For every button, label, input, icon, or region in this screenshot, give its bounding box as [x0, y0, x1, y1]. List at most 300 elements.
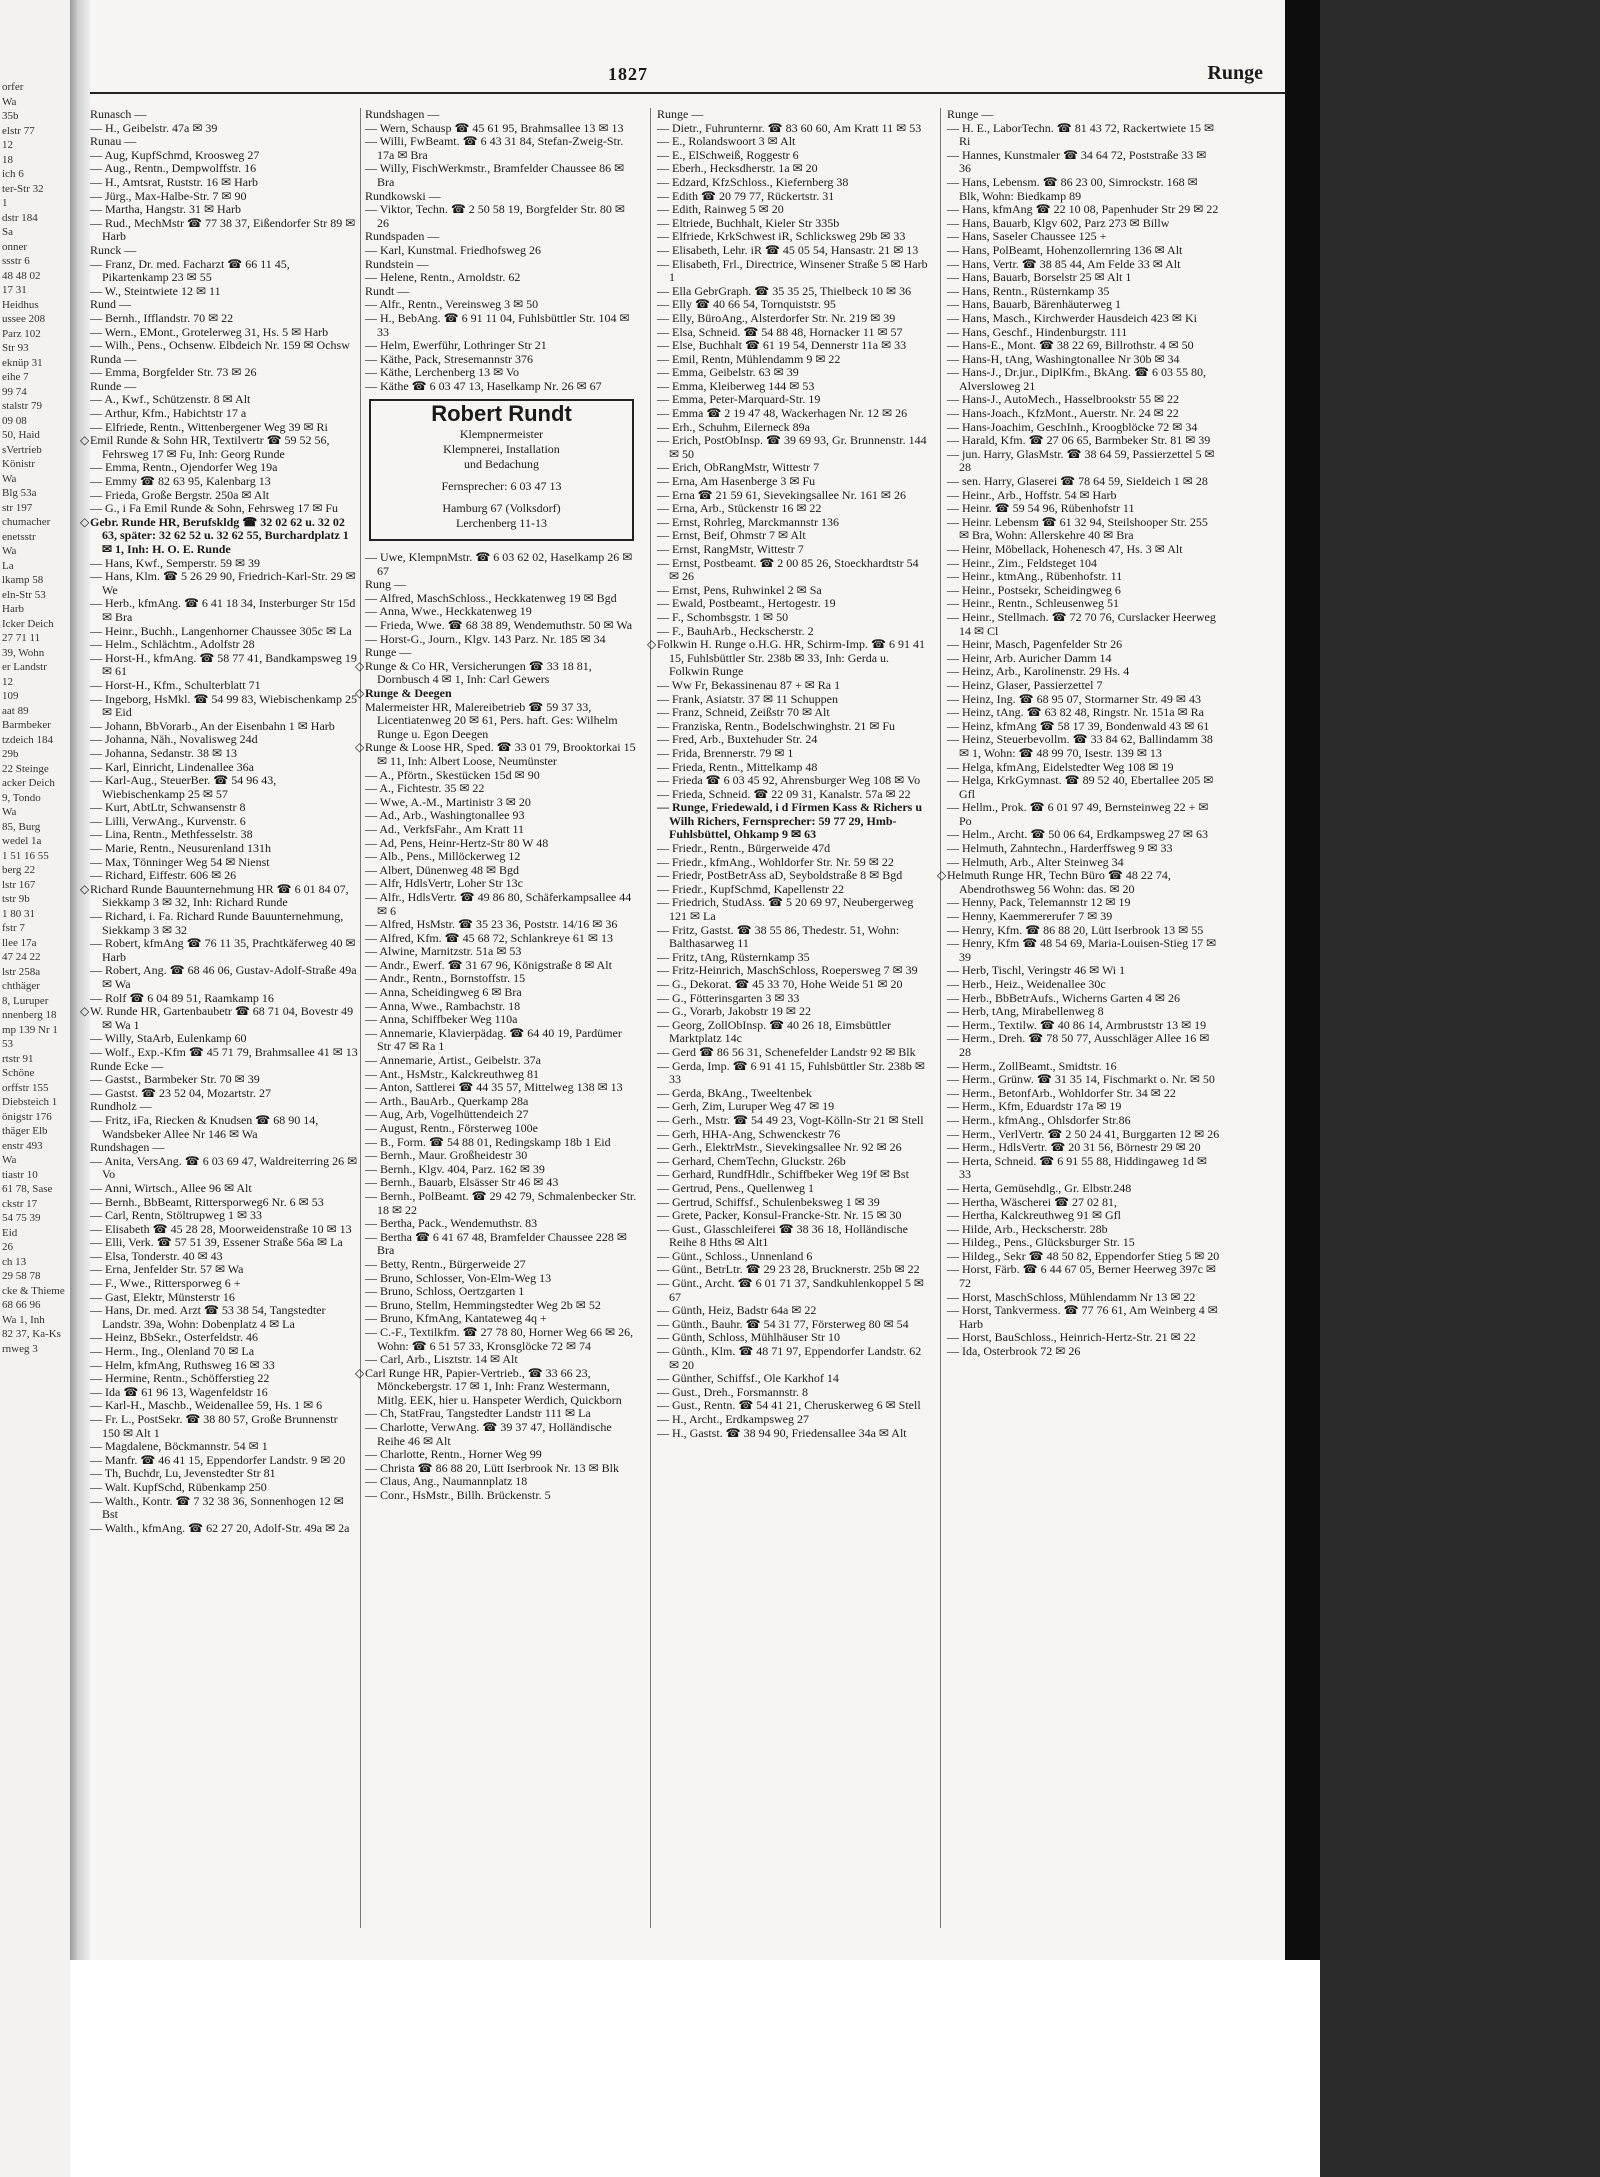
- directory-entry: [947, 1114, 1220, 1128]
- directory-entry: [947, 1223, 1220, 1237]
- directory-entry: [657, 992, 930, 1006]
- entry-text: — Heinz, Glaser, Passierzettel 7: [947, 677, 1103, 692]
- entry-text: — Walt. KupfSchd, Rübenkamp 250: [90, 1479, 267, 1494]
- ad-phone: Fernsprecher: 6 03 47 13: [441, 479, 562, 494]
- entry-text: — Bernh., Klgv. 404, Parz. 162 ✉ 39: [365, 1161, 545, 1176]
- entry-text: — Uwe, KlempnMstr. ☎ 6 03 62 02, Haselkamp 26 ✉ 67: [365, 550, 633, 578]
- entry-text: — Andr., Rentn., Bornstoffstr. 15: [365, 971, 526, 986]
- entry-text: — Hans-E., Mont. ☎ 38 22 69, Billrothstr. 4 ✉ 50: [947, 338, 1194, 353]
- directory-entry: [947, 1209, 1220, 1223]
- directory-entry: [90, 815, 358, 829]
- directory-entry: [365, 271, 638, 285]
- entry-text: — Elsa, Tonderstr. 40 ✉ 43: [90, 1248, 223, 1263]
- directory-entry: [947, 353, 1220, 367]
- entry-text: — Edith, Rainweg 5 ✉ 20: [657, 202, 784, 217]
- entry-text: Runge & Deegen: [365, 686, 452, 700]
- entry-text: — Bernh., PolBeamt. ☎ 29 42 79, Schmalenbecker Str. 18 ✉ 22: [365, 1188, 637, 1217]
- previous-page-line: dstr 184: [2, 211, 38, 224]
- directory-entry: [355, 740, 638, 768]
- entry-text: — Emma, Kleiberweg 144 ✉ 53: [657, 378, 815, 393]
- previous-page-line: thäger Elb: [2, 1125, 48, 1137]
- previous-page-line: 85, Burg: [2, 820, 41, 833]
- previous-page-line: stalstr 79: [2, 400, 43, 412]
- directory-entry: [90, 1182, 358, 1196]
- entry-text: — Heinz, kfmAng ☎ 58 17 39, Bondenwald 43 ✉ 61: [947, 718, 1210, 733]
- entry-text: — Ch, StatFrau, Tangstedter Landstr 111 ✉ La: [365, 1406, 591, 1421]
- entry-text: — Bernh., Bauarb, Elsässer Str 46 ✉ 43: [365, 1175, 559, 1190]
- directory-entry: [365, 986, 638, 1000]
- entry-text: — Fr. L., PostSekr. ☎ 38 80 57, Große Brunnenstr 150 ✉ Alt 1: [90, 1412, 338, 1440]
- entry-text: — Gerda, Imp. ☎ 6 91 41 15, Fuhlsbüttler Str. 238b ✉ 33: [657, 1058, 925, 1087]
- entry-text: — Bertha, Pack., Wendemuthstr. 83: [365, 1216, 538, 1231]
- directory-entry: [947, 1182, 1220, 1196]
- directory-entry: [947, 258, 1220, 272]
- directory-entry: [365, 122, 638, 136]
- entry-text: — Charlotte, Rentn., Horner Weg 99: [365, 1447, 542, 1462]
- entry-text: — G., Dekorat. ☎ 45 33 70, Hohe Weide 51 ✉ 20: [657, 977, 903, 991]
- directory-entry: [90, 380, 358, 394]
- entry-text: — Helm., Archt. ☎ 50 06 64, Erdkampsweg 27 ✉ 63: [947, 827, 1208, 842]
- entry-text: — Käthe ☎ 6 03 47 13, Haselkamp Nr. 26 ✉ 67: [365, 378, 602, 393]
- entry-text: — Franz, Schneid, Zeißstr 70 ✉ Alt: [657, 705, 830, 720]
- directory-entry: [657, 720, 930, 734]
- entry-text: — Hans, Saseler Chaussee 125 +: [947, 229, 1107, 244]
- directory-entry: [657, 1399, 930, 1413]
- directory-entry: [90, 108, 358, 122]
- directory-entry: [365, 837, 638, 851]
- entry-text: — Robert, Ang. ☎ 68 46 06, Gustav-Adolf-Straße 49a ✉ Wa: [90, 963, 357, 991]
- entry-text: — Albert, Dünenweg 48 ✉ Bgd: [365, 862, 520, 877]
- previous-page-line: ter-Str 32: [2, 182, 44, 195]
- directory-entry: [657, 475, 930, 489]
- entry-text: — Bruno, Stellm, Hemmingstedter Weg 2b ✉ 52: [365, 1297, 601, 1312]
- previous-page-line: eln-Str 53: [2, 588, 46, 601]
- directory-entry: [90, 1087, 358, 1101]
- directory-entry: [365, 701, 638, 742]
- directory-entry: [947, 502, 1220, 516]
- directory-entry: [365, 258, 638, 272]
- previous-page-line: 12: [2, 139, 13, 151]
- previous-page-line: mp 139 Nr 1: [2, 1023, 58, 1036]
- directory-entry: [947, 1032, 1220, 1059]
- entry-text: — W., Steintwiete 12 ✉ 11: [90, 283, 221, 298]
- directory-entry: [90, 1046, 358, 1060]
- directory-entry: [90, 1386, 358, 1400]
- registered-firm-marker: ◇: [355, 658, 365, 673]
- entry-text: — Karl, Kunstmal. Friedhofsweg 26: [365, 242, 541, 257]
- directory-entry: [90, 1141, 358, 1155]
- directory-entry: [365, 1489, 638, 1503]
- directory-entry: [365, 135, 638, 162]
- directory-entry: [657, 516, 930, 530]
- entry-text: — Helene, Rentn., Arnoldstr. 62: [365, 270, 521, 285]
- entry-text: Runge —: [657, 107, 704, 121]
- entry-text: — Frida, Brennerstr. 79 ✉ 1: [657, 745, 794, 760]
- previous-page-line: Parz 102: [2, 327, 41, 340]
- previous-page-line: Str 93: [2, 342, 29, 354]
- entry-text: — H. E., LaborTechn. ☎ 81 43 72, Rackertwiete 15 ✉ Ri: [947, 120, 1215, 149]
- entry-text: — Henry, Kfm. ☎ 86 88 20, Lütt Iserbrook 13 ✉ 55: [947, 922, 1204, 937]
- directory-entry: [90, 1155, 358, 1182]
- entry-text: — Heinz, Steuerbevollm. ☎ 33 84 62, Ballindamm 38 ✉ 1, Wohn: ☎ 48 99 70, Isestr. 139 ✉ 13: [947, 732, 1213, 760]
- book-gutter: [70, 0, 90, 2177]
- directory-entry: [947, 1141, 1220, 1155]
- directory-entry: [90, 217, 358, 244]
- directory-entry: [90, 1114, 358, 1141]
- directory-entry: [947, 1250, 1220, 1264]
- directory-entry: [365, 366, 638, 380]
- directory-entry: [657, 122, 930, 136]
- previous-page-line: 12: [2, 675, 13, 688]
- previous-page-line: berg 22: [2, 864, 36, 876]
- previous-page-line: rtstr 91: [2, 1052, 34, 1065]
- directory-entry: [365, 1258, 638, 1272]
- entry-text: — Ernst, Beif, Ohmstr 7 ✉ Alt: [657, 528, 806, 543]
- column-divider: [650, 108, 651, 1928]
- entry-text: — Jürg., Max-Halbe-Str. 7 ✉ 90: [90, 188, 247, 203]
- entry-text: — Christa ☎ 86 88 20, Lütt Iserbrook Nr. 13 ✉ Blk: [365, 1460, 619, 1475]
- entry-text: — G., Vorarb, Jakobstr 19 ✉ 22: [657, 1004, 811, 1019]
- entry-text: Runda —: [90, 351, 137, 366]
- column-1: [80, 107, 358, 1948]
- entry-text: Helmuth Runge HR, Techn Büro ☎ 48 22 74, Abendrothsweg 56 Wohn: das. ✉ 20: [947, 868, 1171, 896]
- entry-text: — Erna, Arb., Stückenstr 16 ✉ 22: [657, 501, 822, 516]
- directory-entry: [365, 972, 638, 986]
- entry-text: — Herm., Ing., Olenland 70 ✉ La: [90, 1344, 255, 1359]
- entry-text: — Herta, Gemüsehdlg., Gr. Elbstr.248: [947, 1180, 1132, 1195]
- directory-entry: [90, 407, 358, 421]
- entry-text: Runck —: [90, 242, 137, 257]
- entry-text: — Heinr., Buchh., Langenhorner Chaussee 305c ✉ La: [90, 623, 352, 638]
- previous-page-line: onner: [2, 240, 28, 253]
- directory-entry: [647, 637, 930, 679]
- entry-text: — Gerh., ElektrMstr., Sievekingsallee Nr. 92 ✉ 26: [657, 1140, 902, 1155]
- directory-entry: [657, 285, 930, 299]
- directory-entry: [657, 1141, 930, 1155]
- directory-entry: [90, 475, 358, 489]
- entry-text: — Alwine, Marnitzstr. 51a ✉ 53: [365, 944, 522, 959]
- previous-page-line: tzdeich 184: [2, 733, 54, 746]
- entry-text: — Wern, Schausp ☎ 45 61 95, Brahmsallee 13 ✉ 13: [365, 120, 624, 135]
- column-4: [937, 107, 1220, 1948]
- entry-text: — Wern., EMont., Grotelerweg 31, Hs. 5 ✉ Harb: [90, 324, 329, 339]
- directory-entry: [90, 149, 358, 163]
- entry-text: — Gertrud, Pens., Quellenweg 1: [657, 1180, 814, 1195]
- directory-entry: [90, 353, 358, 367]
- entry-text: — Hilde, Arb., Heckscherstr. 28b: [947, 1221, 1108, 1236]
- directory-entry: [657, 1413, 930, 1427]
- entry-text: — Johann, BbVorarb., An der Eisenbahn 1 ✉ Harb: [90, 718, 335, 733]
- entry-text: — Charlotte, VerwAng. ☎ 39 37 47, Holländische Reihe 46 ✉ Alt: [365, 1420, 612, 1448]
- directory-entry: [90, 489, 358, 503]
- entry-text: — Heinr., Zim., Feldsteget 104: [947, 555, 1097, 570]
- entry-text: — Frieda, Große Bergstr. 250a ✉ Alt: [90, 487, 270, 502]
- directory-entry: [365, 850, 638, 864]
- directory-entry: [657, 1168, 930, 1182]
- previous-page-line: eknüp 31: [2, 356, 43, 369]
- previous-page-text: [0, 0, 70, 1356]
- previous-page-line: Blg 53a: [2, 487, 37, 499]
- entry-text: Runge & Co HR, Versicherungen ☎ 33 18 81, Dornbusch 4 ✉ 1, Inh: Carl Gewers: [365, 658, 592, 687]
- directory-entry: [365, 918, 638, 932]
- entry-text: — Erna, Am Hasenberge 3 ✉ Fu: [657, 474, 816, 489]
- entry-text: — Helm, Ewerführ, Lothringer Str 21: [365, 338, 547, 353]
- entry-text: — sen. Harry, Glaserei ☎ 78 64 59, Sieldeich 1 ✉ 28: [947, 474, 1208, 489]
- directory-entry: [365, 190, 638, 204]
- directory-entry: [657, 869, 930, 883]
- directory-entry: [90, 1209, 358, 1223]
- directory-entry: [657, 1277, 930, 1304]
- directory-entry: [657, 842, 930, 856]
- entry-text: — Hans, Klm. ☎ 5 26 29 90, Friedrich-Karl-Str. 29 ✉ We: [90, 569, 356, 597]
- directory-entry: [365, 877, 638, 891]
- entry-text: — Günth, Schloss, Mühlhäuser Str 10: [657, 1330, 840, 1345]
- listing-columns: [80, 107, 1275, 1948]
- previous-page-line: tiastr 10: [2, 1168, 38, 1181]
- directory-entry: [365, 864, 638, 878]
- directory-entry: [657, 1386, 930, 1400]
- entry-text: — Max, Tönninger Weg 54 ✉ Nienst: [90, 854, 270, 869]
- registered-firm-marker: ◇: [80, 881, 90, 896]
- entry-text: — Edith ☎ 20 79 77, Rückertstr. 31: [657, 188, 835, 203]
- directory-entry: [657, 693, 930, 707]
- entry-text: — Elfriede, Rentn., Wittenbergener Weg 39 ✉ Ri: [90, 419, 328, 434]
- directory-entry: [90, 937, 358, 964]
- directory-entry: [365, 1285, 638, 1299]
- directory-entry: [947, 774, 1220, 801]
- entry-text: Malermeister HR, Malereibetrieb ☎ 59 37 33, Licentiatenweg 20 ✉ 61, Pers. haft. Ges: Wilhelm Runge u. Egon Deegen: [365, 699, 618, 741]
- entry-text: — Emma ☎ 2 19 47 48, Wackerhagen Nr. 12 ✉ 26: [657, 406, 908, 421]
- entry-text: — Heinr. ☎ 59 54 96, Rübenhofstr 11: [947, 501, 1135, 516]
- entry-text: — Günther, Schiffsf., Ole Karkhof 14: [657, 1371, 839, 1386]
- entry-text: — Wilh., Pens., Ochsenw. Elbdeich Nr. 159 ✉ Ochsw: [90, 338, 350, 353]
- entry-text: — F., BauhArb., Heckscherstr. 2: [657, 623, 814, 638]
- previous-page-line: enstr 493: [2, 1139, 43, 1152]
- entry-text: — Hans, Vertr. ☎ 38 85 44, Am Felde 33 ✉ Alt: [947, 256, 1181, 271]
- directory-entry: [947, 1196, 1220, 1210]
- directory-entry: [947, 434, 1220, 448]
- directory-entry: [657, 1087, 930, 1101]
- entry-text: — H., Geibelstr. 47a ✉ 39: [90, 120, 218, 135]
- directory-entry: [365, 1272, 638, 1286]
- entry-text: — Herm., Textilw. ☎ 40 86 14, Armbruststr 13 ✉ 19: [947, 1017, 1207, 1032]
- previous-page-line: Icker Deich: [2, 617, 54, 630]
- entry-text: Rung —: [365, 577, 407, 592]
- directory-entry: [365, 1326, 638, 1353]
- previous-page-line: acker Deich: [2, 777, 55, 789]
- directory-entry: [90, 1345, 358, 1359]
- directory-entry: [657, 326, 930, 340]
- directory-entry: [937, 868, 1220, 896]
- ad-trade: Klempnermeister: [459, 427, 544, 442]
- directory-entry: [947, 176, 1220, 203]
- directory-entry: [947, 244, 1220, 258]
- directory-entry: [947, 679, 1220, 693]
- previous-page-line: 8, Luruper: [2, 994, 49, 1007]
- entry-text: — Friedr., kfmAng., Wohldorfer Str. Nr. 59 ✉ 22: [657, 854, 894, 869]
- directory-entry: [947, 856, 1220, 870]
- entry-text: — H., Gastst. ☎ 38 94 90, Friedensallee 34a ✉ Alt: [657, 1425, 907, 1440]
- entry-text: — Herb., BbBetrAufs., Wicherns Garten 4 ✉ 26: [947, 990, 1180, 1005]
- previous-page-line: Eid: [2, 1226, 18, 1239]
- previous-page-line: Heidhus: [2, 298, 39, 311]
- directory-entry: [947, 271, 1220, 285]
- previous-page-line: 1 80 31: [2, 907, 35, 920]
- directory-entry: [90, 1372, 358, 1386]
- entry-text: — Bruno, Schlosser, Von-Elm-Weg 13: [365, 1270, 552, 1285]
- entry-text: — Georg, ZollObInsp. ☎ 40 26 18, Eimsbüttler Marktplatz 14c: [657, 1017, 892, 1046]
- entry-text: — Hans, Rentn., Rüsternkamp 35: [947, 283, 1110, 298]
- entry-text: — Willy, StaArb, Eulenkamp 60: [90, 1031, 247, 1046]
- entry-text: — Elisabeth, Lehr. iR ☎ 45 05 54, Hansastr. 21 ✉ 13: [657, 242, 919, 257]
- directory-entry: [365, 285, 638, 299]
- entry-text: — Horst-H., Kfm., Schulterblatt 71: [90, 677, 261, 692]
- entry-text: — Hans-Joachim, GeschInh., Kroogblöcke 72 ✉ 34: [947, 419, 1198, 434]
- entry-text: — Edzard, KfzSchloss., Kiefernberg 38: [657, 174, 849, 189]
- directory-entry: [657, 312, 930, 326]
- directory-entry: [947, 448, 1220, 475]
- entry-text: — Günt., Archt. ☎ 6 01 71 37, Sandkuhlenkoppel 5 ✉ 67: [657, 1276, 924, 1304]
- entry-text: — Herm., VerlVertr. ☎ 2 50 24 41, Burggarten 12 ✉ 26: [947, 1126, 1220, 1141]
- entry-text: — Günt., BetrLtr. ☎ 29 23 28, Brucknerstr. 25b ✉ 22: [657, 1262, 920, 1277]
- entry-text: — Dietr., Fuhrunternr. ☎ 83 60 60, Am Kratt 11 ✉ 53: [657, 120, 922, 135]
- entry-text: — Henny, Kaemmererufer 7 ✉ 39: [947, 909, 1113, 924]
- previous-page-line: Wa: [2, 545, 17, 557]
- directory-entry: [657, 1427, 930, 1441]
- directory-entry: [657, 1263, 930, 1277]
- entry-text: — Gust., Dreh., Forsmannstr. 8: [657, 1384, 808, 1399]
- directory-entry: [657, 135, 930, 149]
- directory-entry: [365, 230, 638, 244]
- directory-entry: [947, 706, 1220, 720]
- directory-entry: [365, 1176, 638, 1190]
- directory-entry: [365, 1231, 638, 1258]
- directory-entry: [947, 1128, 1220, 1142]
- directory-entry: [657, 407, 930, 421]
- previous-page-line: 27 71 11: [2, 632, 41, 644]
- entry-text: — Bruno, KfmAng, Kantateweg 4q +: [365, 1311, 547, 1326]
- directory-entry: [365, 1000, 638, 1014]
- directory-entry: [657, 1019, 930, 1046]
- entry-text: — Herta, Schneid. ☎ 6 91 55 88, Hiddingaweg 1d ✉ 33: [947, 1153, 1207, 1182]
- directory-entry: [657, 801, 930, 842]
- entry-text: — Gertrud, Schiffsf., Schulenbeksweg 1 ✉ 39: [657, 1194, 880, 1209]
- directory-entry: [947, 1155, 1220, 1182]
- directory-entry: [90, 557, 358, 571]
- entry-text: — Else, Buchhalt ☎ 61 19 54, Dennerstr 11a ✉ 33: [657, 338, 907, 353]
- previous-page-line: Wa 1, Inh: [2, 1313, 45, 1326]
- directory-entry: [657, 896, 930, 923]
- directory-entry: [657, 380, 930, 394]
- directory-entry: [947, 638, 1220, 652]
- previous-page-line: 9, Tondo: [2, 791, 41, 804]
- directory-entry: [657, 557, 930, 584]
- entry-text: — Hans, Bauarb, Klgv 602, Parz 273 ✉ Billw: [947, 215, 1170, 230]
- entry-text: Rundkowski —: [365, 188, 441, 203]
- entry-text: — Kurt, AbtLtr, Schwansenstr 8: [90, 800, 246, 815]
- directory-entry: [365, 823, 638, 837]
- entry-text: — Helga, KrkGymnast. ☎ 89 52 40, Ebertallee 205 ✉ Gfl: [947, 773, 1214, 801]
- entry-text: — Hans-Joach., KfzMont., Auerstr. Nr. 24 ✉ 22: [947, 406, 1179, 421]
- entry-text: — Fritz, Gastst. ☎ 38 55 86, Thedestr. 51, Wohn: Balthasarweg 11: [657, 922, 900, 951]
- entry-text: — Gust., Glasschleiferei ☎ 38 36 18, Holländische Reihe 8 Hths ✉ Alt1: [657, 1221, 908, 1250]
- entry-text: — Ant., HsMstr., Kalckreuthweg 81: [365, 1066, 539, 1081]
- directory-entry: [90, 828, 358, 842]
- entry-text: — H., Amtsrat, Ruststr. 16 ✉ Harb: [90, 174, 259, 189]
- directory-entry: [355, 686, 638, 701]
- entry-text: — Ww Fr, Bekassinenau 87 + ✉ Ra 1: [657, 677, 841, 692]
- directory-entry: [365, 203, 638, 230]
- entry-text: — Bruno, Schloss, Oertzgarten 1: [365, 1284, 525, 1299]
- entry-text: — Friedrich, StudAss. ☎ 5 20 69 97, Neubergerweg 121 ✉ La: [657, 895, 914, 924]
- directory-entry: [365, 1027, 638, 1054]
- entry-text: — Ella GebrGraph. ☎ 35 35 25, Thielbeck 10 ✉ 36: [657, 283, 912, 298]
- entry-text: — Johanna, Sedanstr. 38 ✉ 13: [90, 745, 238, 760]
- entry-text: — Horst, MaschSchloss, Mühlendamm Nr 13 ✉ 22: [947, 1289, 1196, 1304]
- entry-text: — Gast, Elektr, Münsterstr 16: [90, 1289, 235, 1304]
- entry-text: — E., ElSchweiß, Roggestr 6: [657, 147, 799, 162]
- entry-text: Runge —: [365, 645, 412, 660]
- previous-page-line: er Landstr: [2, 661, 47, 673]
- entry-text: — Gerhard, ChemTechn, Gluckstr. 26b: [657, 1153, 846, 1168]
- directory-entry: [365, 1013, 638, 1027]
- directory-entry: [947, 801, 1220, 828]
- entry-text: — Magdalene, Böckmannstr. 54 ✉ 1: [90, 1439, 268, 1454]
- entry-text: — Horst, BauSchloss., Heinrich-Hertz-Str. 21 ✉ 22: [947, 1330, 1196, 1345]
- previous-page-line: Schöne: [2, 1067, 35, 1079]
- previous-page-line: chthäger: [2, 980, 40, 992]
- entry-text: Gebr. Runde HR, Berufskldg ☎ 32 02 62 u. 32 02 63, später: 32 62 52 u. 32 62 55, Burchardplatz 1 ✉ 1, Inh: H. O. E. Runde: [90, 514, 349, 556]
- entry-text: — Wolf., Exp.-Kfm ☎ 45 71 79, Brahmsallee 41 ✉ 13: [90, 1044, 358, 1059]
- entry-text: — Walth., kfmAng. ☎ 62 27 20, Adolf-Str. 49a ✉ 2a: [90, 1520, 350, 1535]
- directory-entry: [657, 1060, 930, 1087]
- directory-entry: [947, 570, 1220, 584]
- entry-text: — Gerhard, RundfHdlr., Schiffbeker Weg 19f ✉ Bst: [657, 1167, 909, 1182]
- entry-text: — Gerd ☎ 86 56 31, Schenefelder Landstr 92 ✉ Blk: [657, 1044, 916, 1059]
- directory-entry: [365, 891, 638, 918]
- entry-text: — Elfriede, KrkSchwest iR, Schlicksweg 29b ✉ 33: [657, 229, 906, 244]
- directory-entry: [657, 298, 930, 312]
- directory-entry: [657, 978, 930, 992]
- entry-text: — Friedr., Rentn., Bürgerweide 47d: [657, 841, 831, 856]
- previous-page-line: fstr 7: [2, 922, 25, 934]
- entry-text: — Helmuth, Zahntechn., Harderffsweg 9 ✉ 33: [947, 841, 1173, 856]
- previous-page-line: 48 48 02: [2, 269, 41, 282]
- directory-entry: [90, 176, 358, 190]
- directory-page: [80, 0, 1285, 1960]
- directory-entry: [90, 502, 358, 516]
- directory-entry: [365, 1122, 638, 1136]
- previous-page-line: Wa: [2, 806, 17, 818]
- entry-text: — Hildeg., Pens., Glücksburger Str. 15: [947, 1235, 1135, 1250]
- directory-entry: [365, 809, 638, 823]
- entry-text: — Hans, Bauarb, Borselstr 25 ✉ Alt 1: [947, 270, 1132, 285]
- directory-entry: [947, 1073, 1220, 1087]
- entry-text: — Käthe, Lerchenberg 13 ✉ Vo: [365, 365, 520, 380]
- entry-text: — Bernh., Maur. Großheidestr 30: [365, 1148, 528, 1163]
- directory-entry: [90, 298, 358, 312]
- entry-text: — Richard, i. Fa. Richard Runde Bauunternehmung, Siekkamp 3 ✉ 32: [90, 909, 344, 937]
- directory-entry: [365, 1407, 638, 1421]
- directory-entry: [365, 1217, 638, 1231]
- directory-entry: [657, 366, 930, 380]
- entry-text: Rundt —: [365, 283, 410, 298]
- directory-entry: [657, 1250, 930, 1264]
- entry-text: — Anton, Sattlerei ☎ 44 35 57, Mittelweg 138 ✉ 13: [365, 1080, 623, 1095]
- previous-page-line: 1 51 16 55: [2, 849, 49, 862]
- entry-text: — Anna, Wwe., Rambachstr. 18: [365, 998, 521, 1013]
- directory-entry: [657, 190, 930, 204]
